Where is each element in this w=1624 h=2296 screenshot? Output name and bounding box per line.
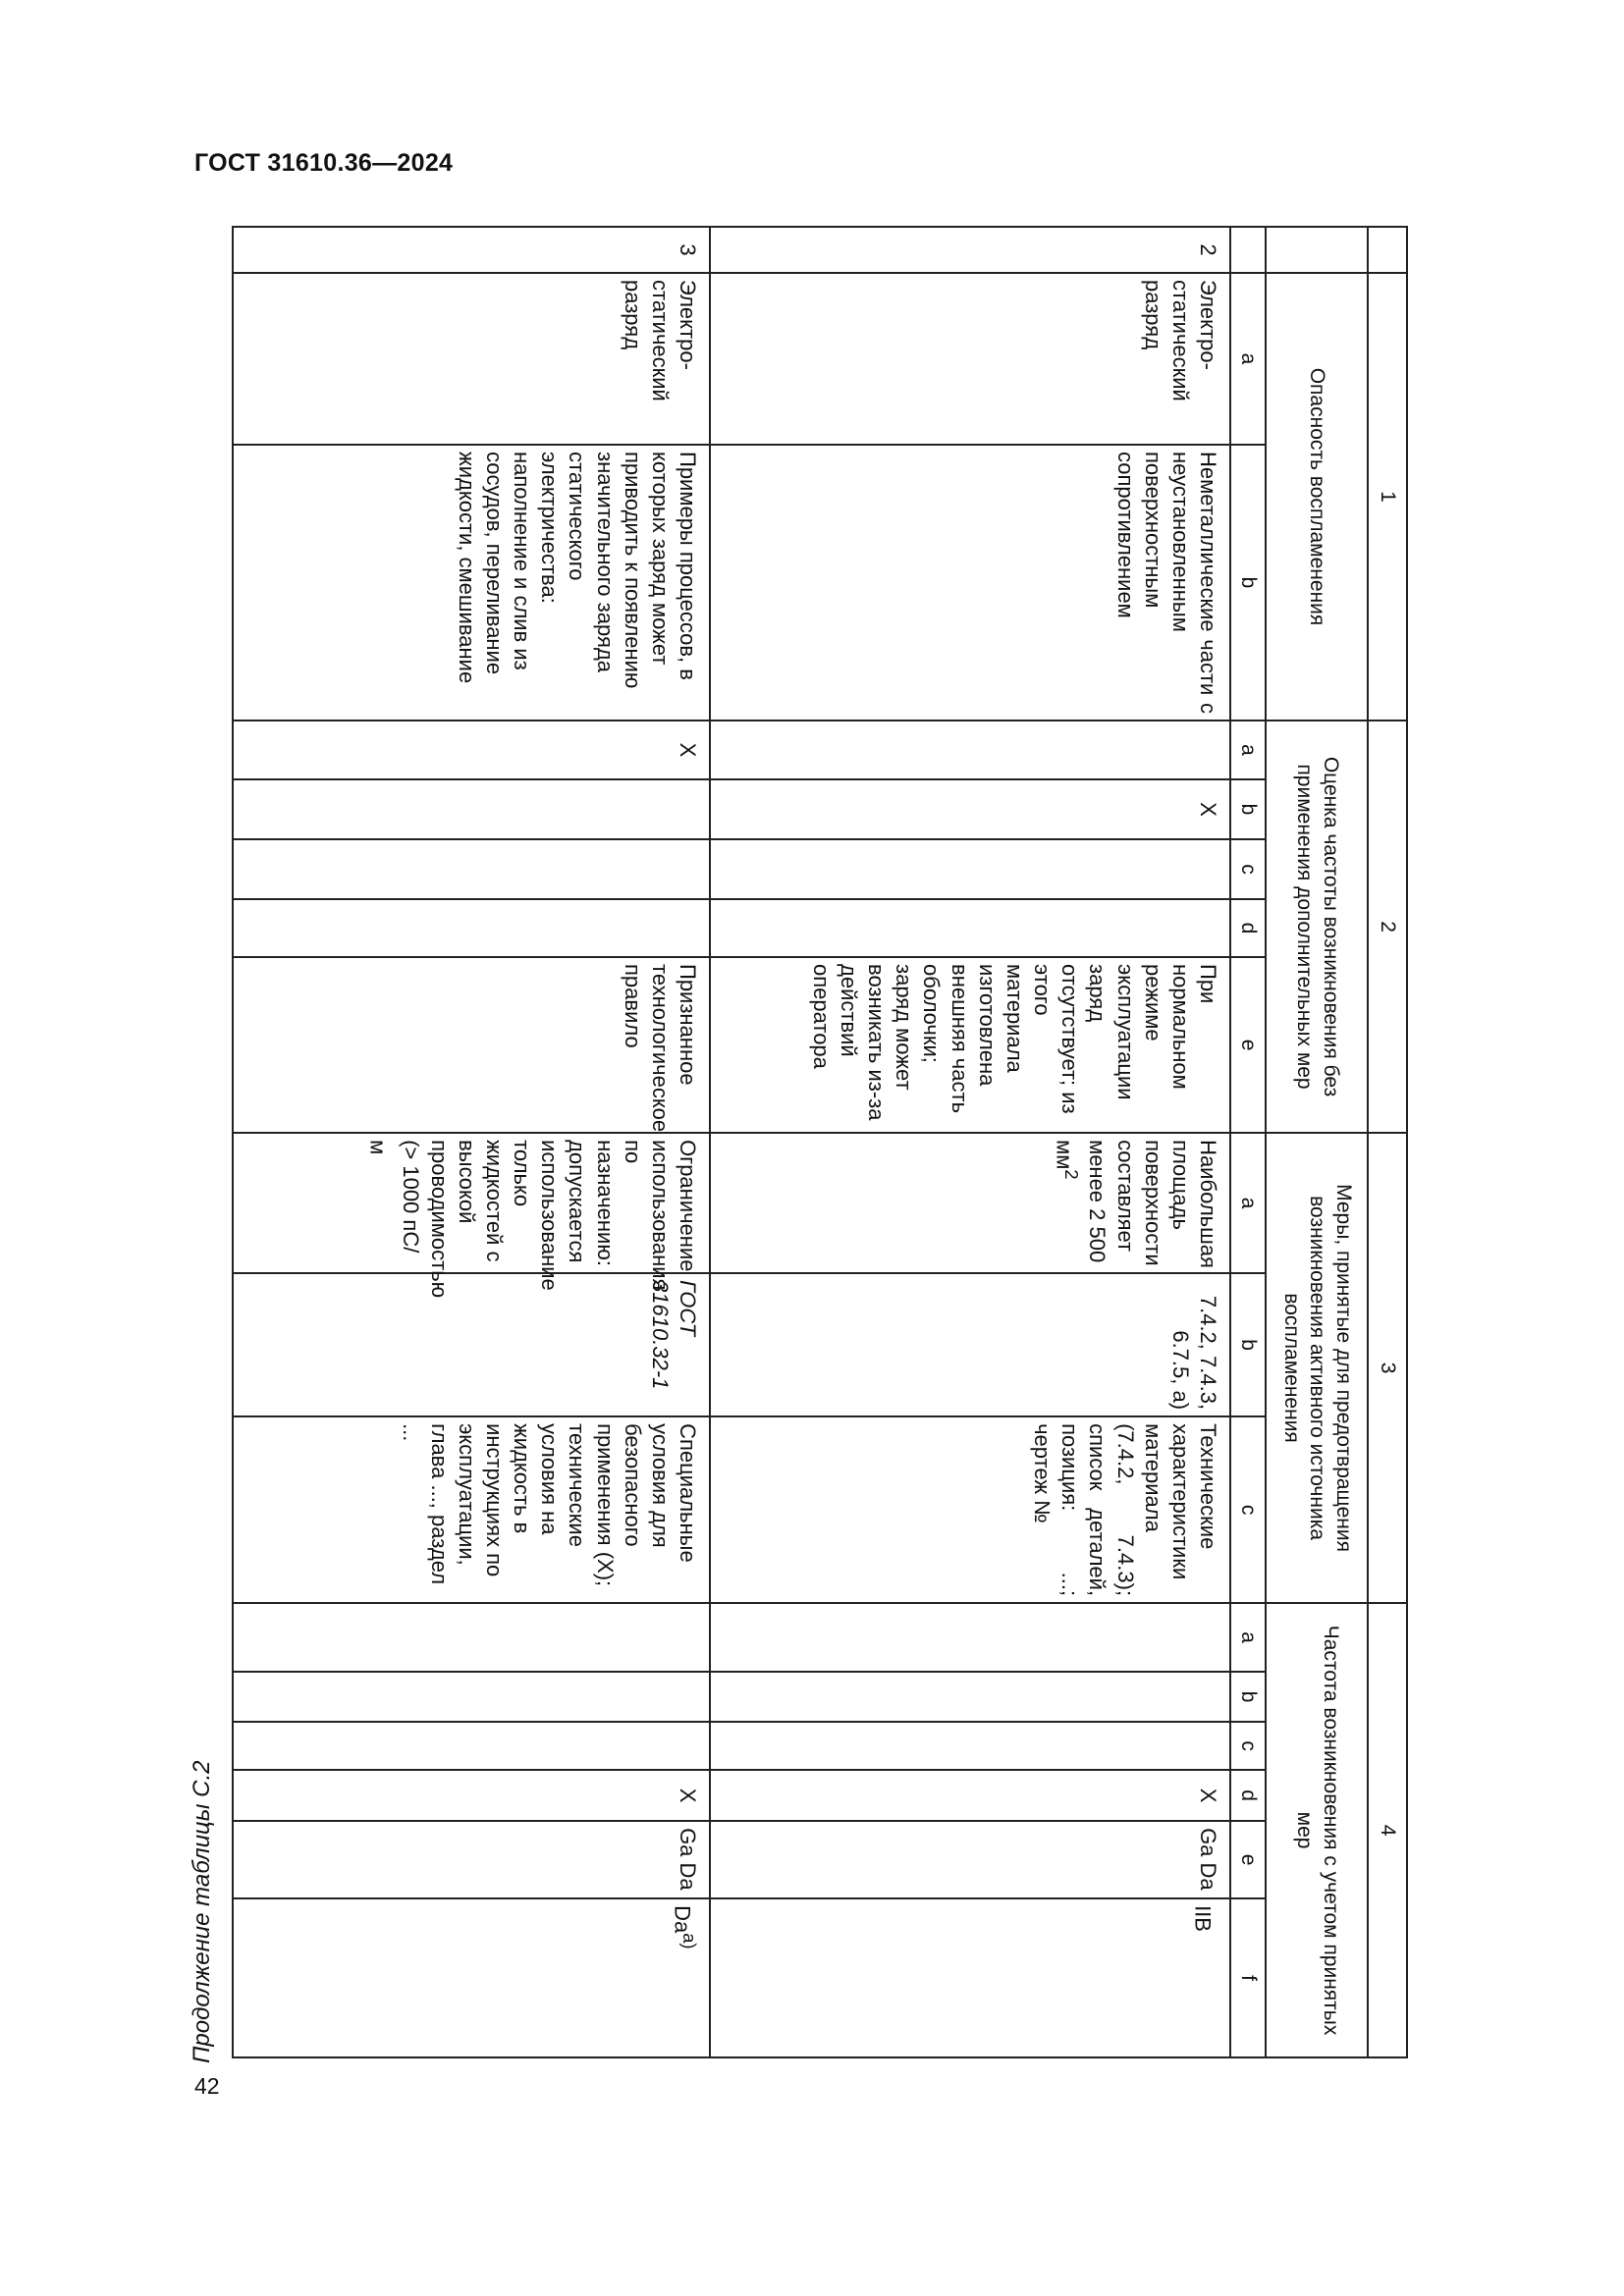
measure-reference-cell: ГОСТ 31610.32-1 [233, 1273, 710, 1416]
letter-cell: d [1230, 899, 1266, 957]
frequency-c-cell [233, 839, 710, 899]
measure-reference-cell: 7.4.2, 7.4.3, 6.7.5, а) [710, 1273, 1230, 1416]
corner-cell [1368, 227, 1407, 273]
col-number-3: 3 [1368, 1133, 1407, 1603]
measure-description-cell [710, 1133, 1230, 1273]
col-number-1: 1 [1368, 273, 1407, 721]
protected-a-cell [233, 1603, 710, 1672]
protected-d-cell: X [233, 1770, 710, 1821]
letter-cell: a [1230, 1133, 1266, 1273]
frequency-reason-cell: Признанное технологическое правило [233, 957, 710, 1133]
frequency-c-cell [710, 839, 1230, 899]
hazard-table [232, 226, 1408, 2058]
measure-text: Ограничение использования по назначению: допускается использование только жидкостей с высокой проводимостью (> 1000 пС/м [365, 1140, 700, 1299]
letter-cell: b [1230, 1672, 1266, 1722]
frequency-b-cell [233, 779, 710, 839]
header-empty-cell [1266, 227, 1368, 273]
group-header-frequency: Оценка частоты возникновения без применения дополнительных мер [1266, 721, 1368, 1133]
letter-cell: b [1230, 779, 1266, 839]
group-header-row [1266, 227, 1368, 2057]
table-caption: Продолжение таблицы С.2 [189, 1760, 215, 2063]
row-number: 2 [710, 227, 1230, 273]
protected-b-cell [710, 1672, 1230, 1722]
row-number: 3 [233, 227, 710, 273]
protected-c-cell [233, 1722, 710, 1770]
frequency-d-cell [233, 899, 710, 957]
protected-b-cell [233, 1672, 710, 1722]
letter-cell: c [1230, 1416, 1266, 1603]
document-title: ГОСТ 31610.36—2024 [194, 149, 454, 177]
table-rotated-container [232, 226, 1408, 2056]
letter-cell: e [1230, 957, 1266, 1133]
frequency-a-cell: X [233, 721, 710, 779]
hazard-description-cell: Примеры процессов, в которых заряд может приводить к появлению значительного заряда статического электричества: наполнение и слив из сосудов, переливание жидкости, смешивание [233, 445, 710, 721]
protected-c-cell [710, 1722, 1230, 1770]
group-header-hazard: Опасность воспламенения [1266, 273, 1368, 721]
protected-a-cell [710, 1603, 1230, 1672]
letter-cell: b [1230, 445, 1266, 721]
protection-level-cell: Ga Da [233, 1821, 710, 1898]
table-row [710, 227, 1230, 2057]
hazard-type-cell: Электро-статический разряд [233, 273, 710, 445]
equipment-group-cell [233, 1898, 710, 2057]
superscript: а) [679, 1933, 700, 1949]
measure-documentation-cell: Технические характеристики материала (7.4.2, 7.4.3); список деталей, позиция: ...; чертеж № [710, 1416, 1230, 1603]
hazard-description-cell: Неметаллические части с неустановленным поверхностным сопротивлением [710, 445, 1230, 721]
col-number-4: 4 [1368, 1603, 1407, 2057]
letter-cell: f [1230, 1898, 1266, 2057]
letter-cell: a [1230, 273, 1266, 445]
letter-cell: a [1230, 721, 1266, 779]
letter-header-row [1230, 227, 1266, 2057]
col-number-2: 2 [1368, 721, 1407, 1133]
column-number-row [1368, 227, 1407, 2057]
letter-cell: c [1230, 1722, 1266, 1770]
protection-level-cell: Ga Da [710, 1821, 1230, 1898]
group-header-measures: Меры, принятые для предотвращения возникновения активного источника воспламенения [1266, 1133, 1368, 1603]
frequency-d-cell [710, 899, 1230, 957]
frequency-a-cell [710, 721, 1230, 779]
equipment-group-text: IIB [1190, 1905, 1216, 1932]
measure-description-cell [233, 1133, 710, 1299]
letter-cell: c [1230, 839, 1266, 899]
group-header-frequency-after: Частота возникновения с учетом принятых мер [1266, 1603, 1368, 2057]
frequency-b-cell: X [710, 779, 1230, 839]
page-number: 42 [194, 2073, 220, 2099]
table-row [233, 227, 710, 2057]
measure-text: Наибольшая площадь поверхности составляет менее 2 500 мм [1052, 1140, 1220, 1268]
letter-cell: b [1230, 1273, 1266, 1416]
equipment-group-cell [710, 1898, 1230, 2057]
equipment-group-text: Da [670, 1905, 695, 1934]
letter-cell: d [1230, 1770, 1266, 1821]
protected-d-cell: X [710, 1770, 1230, 1821]
letter-cell: e [1230, 1821, 1266, 1898]
measure-documentation-cell: Специальные условия для безопасного применения (X); технические условия на жидкость в инструкциях по эксплуатации, глава ..., раздел ... [233, 1416, 710, 1603]
hazard-type-cell: Электро-статический разряд [710, 273, 1230, 445]
letter-cell: a [1230, 1603, 1266, 1672]
frequency-reason-cell: При нормальном режиме эксплуатации заряд отсутствует; из этого материала изготовлена внешняя часть оболочки; заряд может возникать из-за действий оператора [710, 957, 1230, 1133]
letter-empty-cell [1230, 227, 1266, 273]
superscript: 2 [1061, 1169, 1083, 1180]
